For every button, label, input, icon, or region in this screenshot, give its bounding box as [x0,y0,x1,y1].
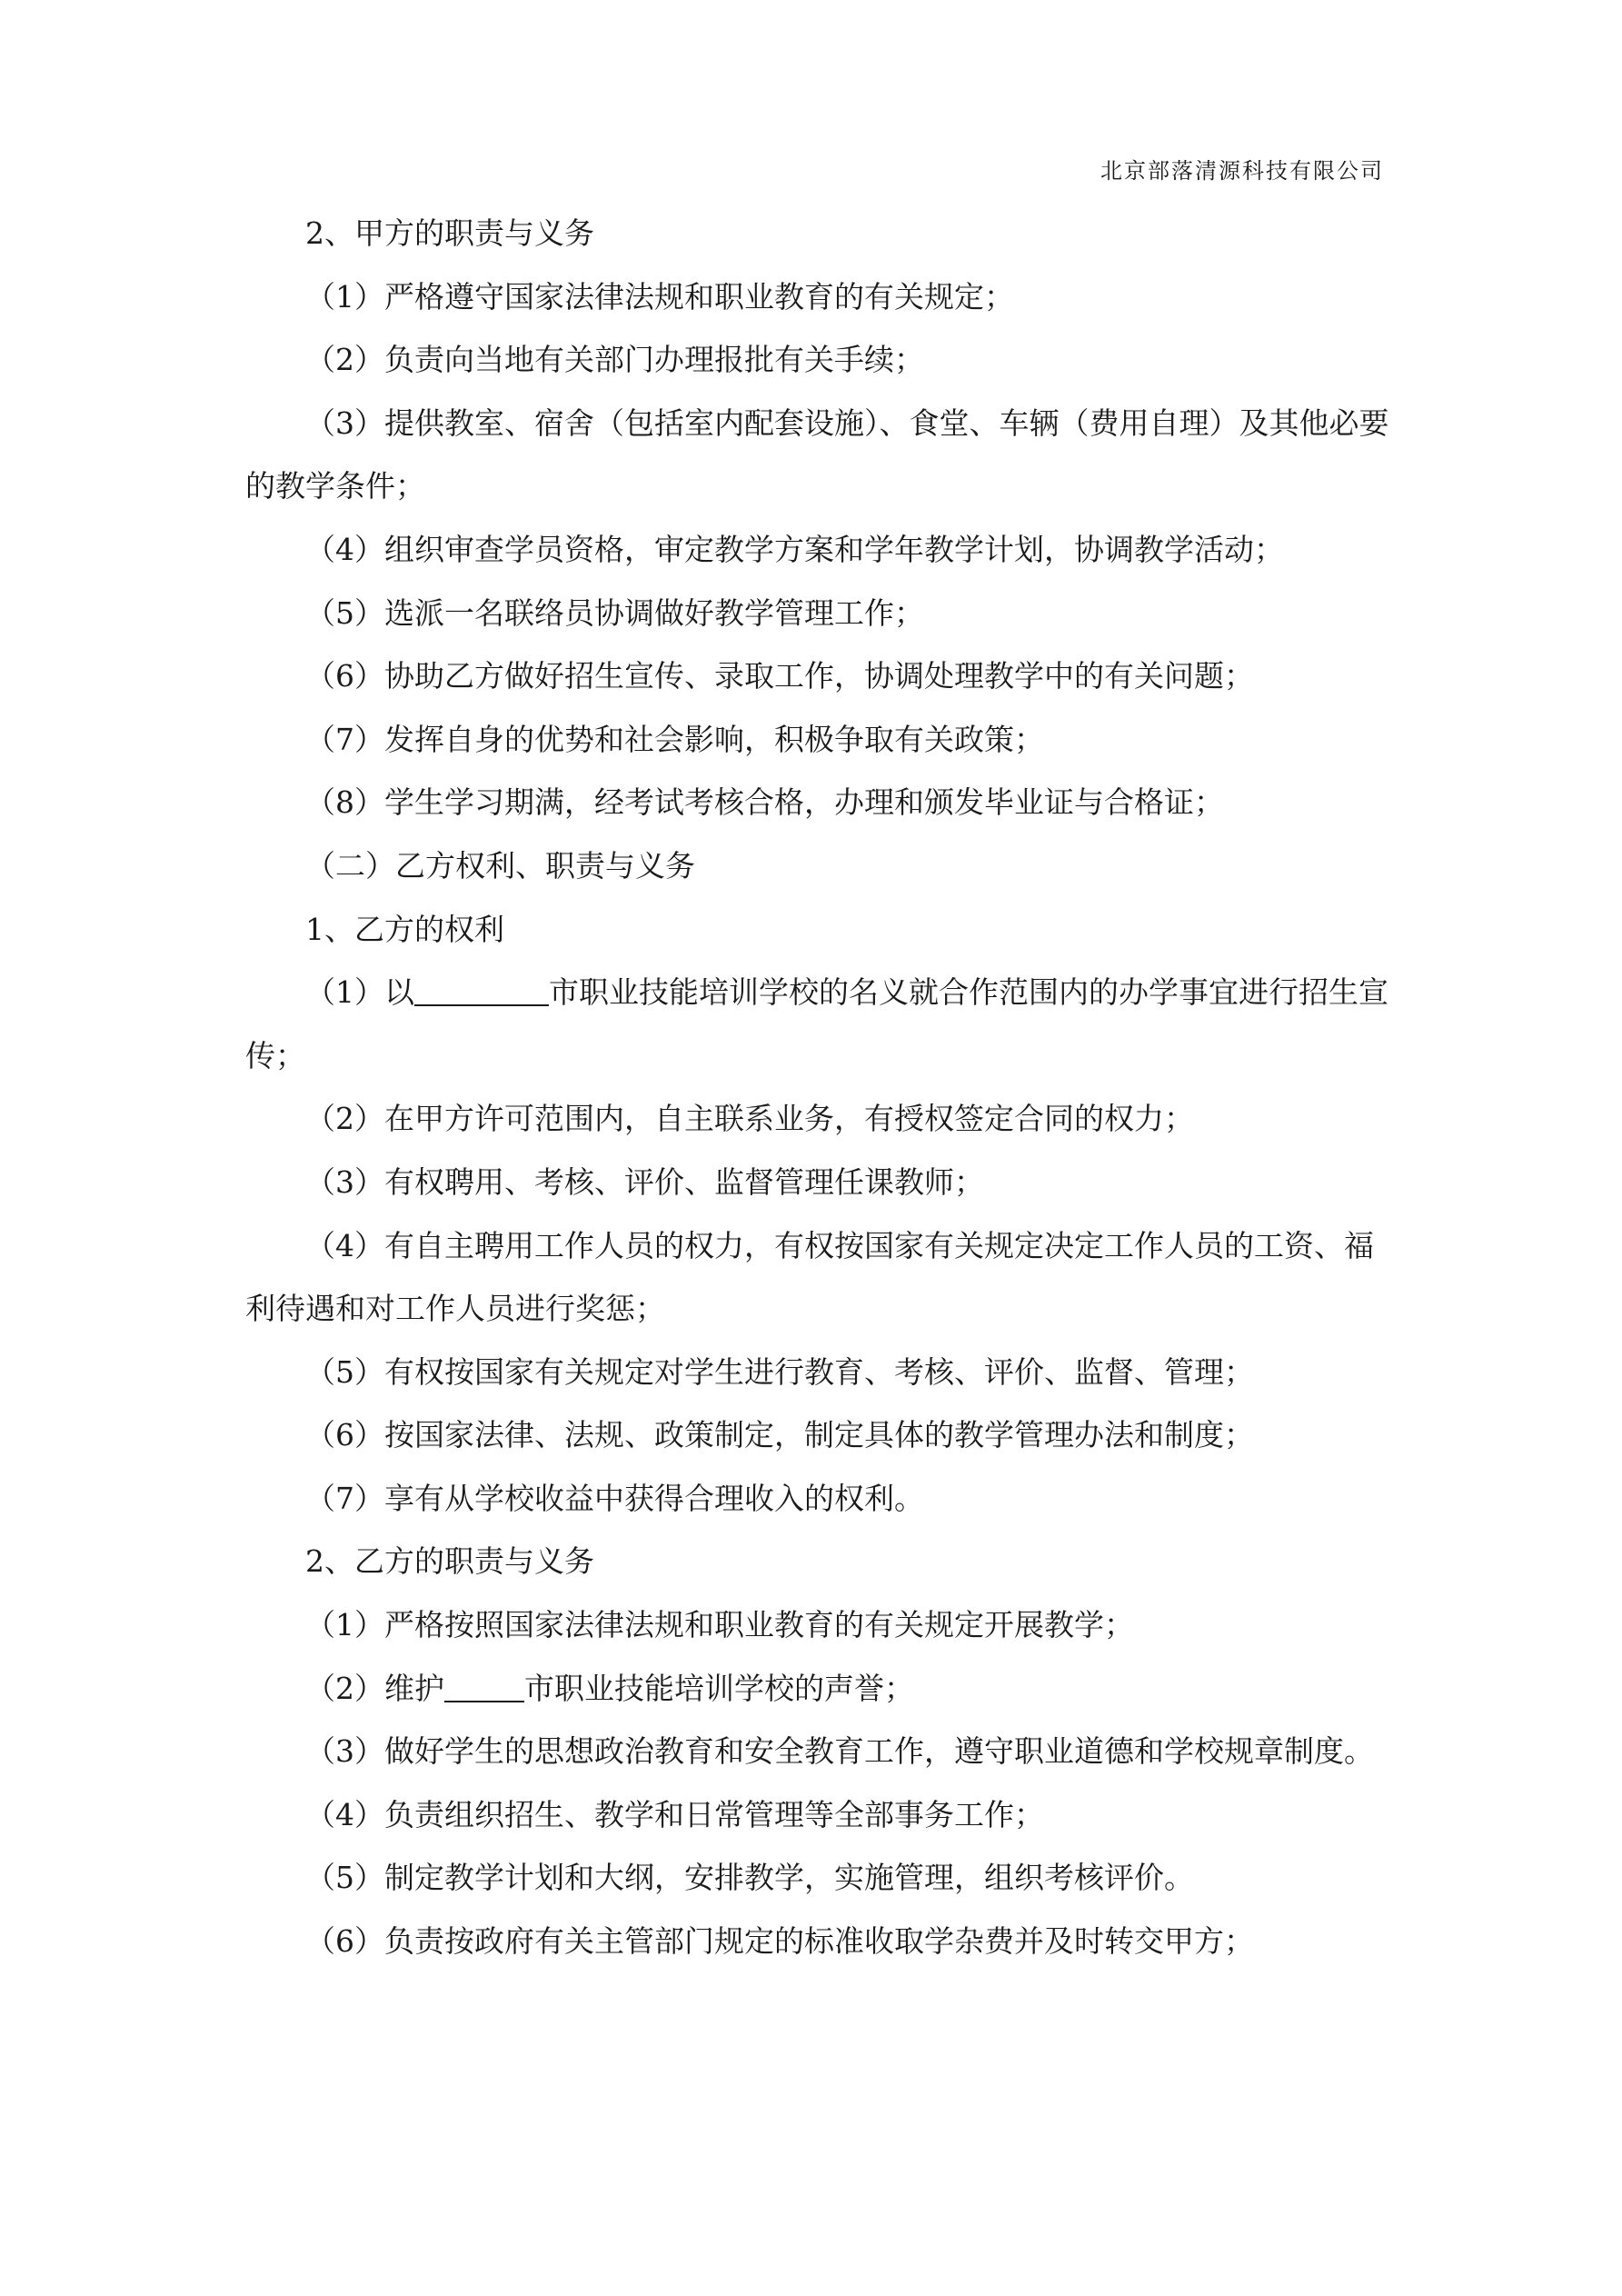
list-item: （3）有权聘用、考核、评价、监督管理任课教师； [305,1163,984,1200]
text-before-blank: （2）维护 [305,1670,444,1706]
section-heading-party-b: （二）乙方权利、职责与义务 [305,847,695,883]
company-header: 北京部落清源科技有限公司 [1100,158,1384,184]
list-item: （4）负责组织招生、教学和日常管理等全部事务工作； [305,1796,1044,1832]
list-item: （8）学生学习期满，经考试考核合格，办理和颁发毕业证与合格证； [305,784,1224,821]
list-item: （1）严格遵守国家法律法规和职业教育的有关规定； [305,278,1014,314]
document-body [245,202,1392,1973]
list-item: （4）组织审查学员资格，审定教学方案和学年教学计划，协调教学活动； [305,531,1284,567]
list-item: （6）按国家法律、法规、政策制定，制定具体的教学管理办法和制度； [305,1417,1254,1453]
list-item: （1）严格按照国家法律法规和职业教育的有关规定开展教学； [305,1607,1134,1643]
section-heading-party-b-duties: 2、乙方的职责与义务 [305,1543,594,1580]
fill-in-blank [414,974,549,1006]
list-item: （5）选派一名联络员协调做好教学管理工作； [305,594,924,631]
list-item: （5）制定教学计划和大纲，安排教学，实施管理，组织考核评价。 [305,1860,1194,1896]
text-before-blank: （1）以 [305,974,414,1011]
text-after-blank: 市职业技能培训学校的声誉； [524,1670,914,1706]
text-after-blank: 市职业技能培训学校的名义就合作范围内的办学事宜进行招生宣传； [245,974,1388,1073]
list-item: （5）有权按国家有关规定对学生进行教育、考核、评价、监督、管理； [305,1353,1254,1390]
list-item: （2）在甲方许可范围内，自主联系业务，有授权签定合同的权力； [305,1101,1194,1137]
list-item: （6）协助乙方做好招生宣传、录取工作，协调处理教学中的有关问题； [305,658,1254,694]
list-item-with-blank [245,961,1392,1087]
list-item: （2）负责向当地有关部门办理报批有关手续； [305,342,924,378]
list-item: （6）负责按政府有关主管部门规定的标准收取学杂费并及时转交甲方； [305,1923,1254,1960]
list-item: （7）享有从学校收益中获得合理收入的权利。 [305,1480,924,1516]
list-item: （4）有自主聘用工作人员的权力，有权按国家有关规定决定工作人员的工资、福利待遇和对工作人员进行奖惩； [245,1227,1374,1327]
list-item-with-blank [245,1657,1392,1721]
list-item: （3）做好学生的思想政治教育和安全教育工作，遵守职业道德和学校规章制度。 [305,1733,1374,1770]
fill-in-blank [444,1671,524,1702]
section-heading-party-a-duties: 2、甲方的职责与义务 [305,215,594,251]
section-heading-party-b-rights: 1、乙方的权利 [305,911,504,947]
list-item: （7）发挥自身的优势和社会影响，积极争取有关政策； [305,721,1044,757]
list-item: （3）提供教室、宿舍（包括室内配套设施）、食堂、车辆（费用自理）及其他必要的教学条件； [245,404,1389,504]
